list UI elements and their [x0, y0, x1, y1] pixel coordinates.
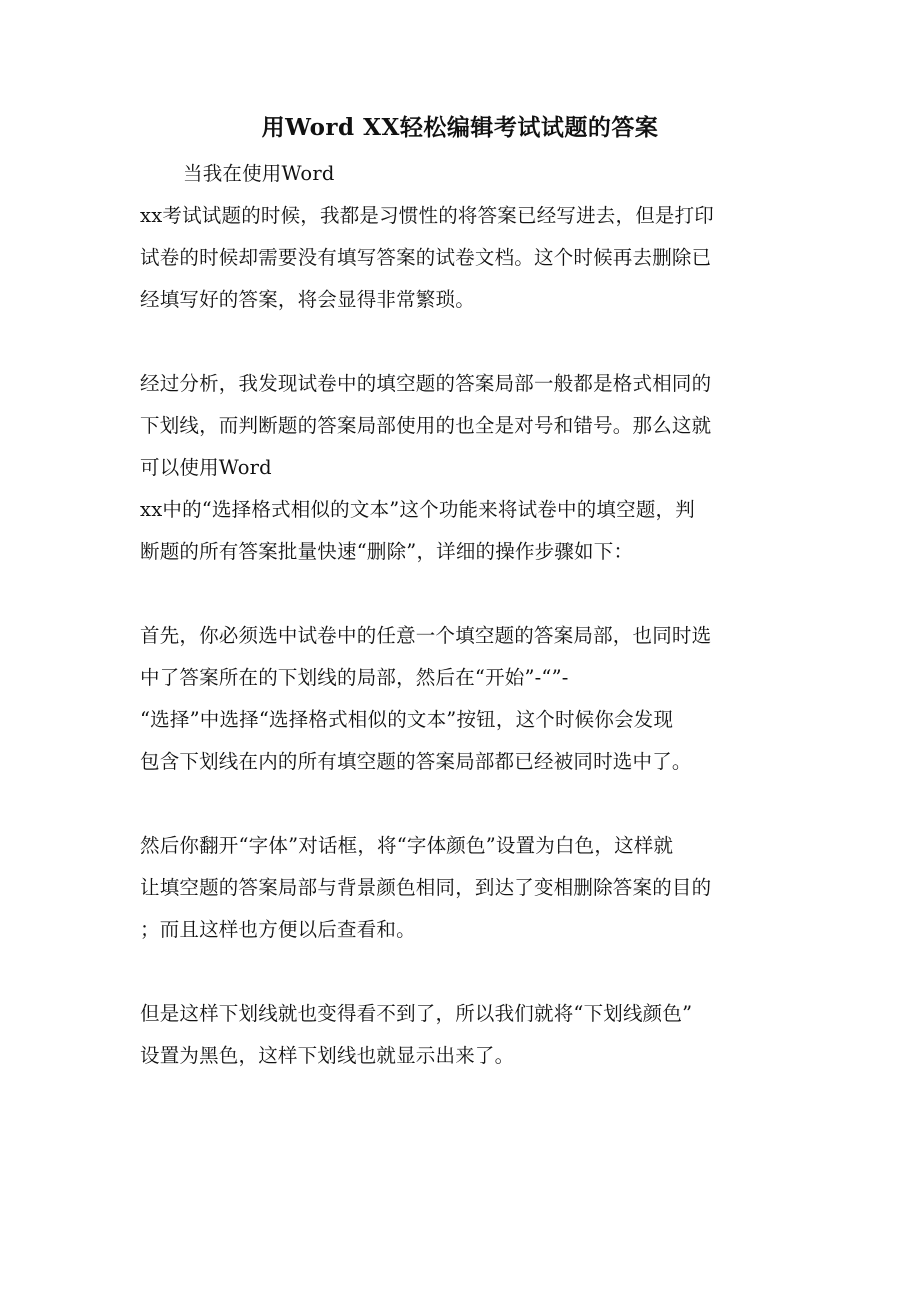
paragraph-line: 经填写好的答案，将会显得非常繁琐。	[140, 288, 475, 311]
paragraph-line: ；而且这样也方便以后查看和。	[140, 918, 416, 941]
paragraph-line: “选择”中选择“选择格式相似的文本”按钮，这个时候你会发现	[140, 708, 674, 731]
paragraph-line: 经过分析，我发现试卷中的填空题的答案局部一般都是格式相同的	[140, 372, 712, 395]
paragraph-line: 中了答案所在的下划线的局部，然后在“开始”-“”-	[140, 666, 569, 689]
paragraph-line: xx中的“选择格式相似的文本”这个功能来将试卷中的填空题，判	[140, 498, 695, 521]
paragraph-line: 断题的所有答案批量快速“删除”，详细的操作步骤如下：	[140, 540, 634, 563]
paragraph-line: 设置为黑色，这样下划线也就显示出来了。	[140, 1044, 515, 1067]
paragraph-line: 但是这样下划线就也变得看不到了，所以我们就将“下划线颜色”	[140, 1002, 693, 1025]
paragraph-line: 当我在使用Word	[183, 162, 335, 185]
paragraph-line: 让填空题的答案局部与背景颜色相同，到达了变相删除答案的目的	[140, 876, 712, 899]
paragraph-line: 首先，你必须选中试卷中的任意一个填空题的答案局部，也同时选	[140, 624, 712, 647]
paragraph-line: 可以使用Word	[140, 456, 272, 479]
paragraph-line: 下划线，而判断题的答案局部使用的也全是对号和错号。那么这就	[140, 414, 712, 437]
paragraph-line: 试卷的时候却需要没有填写答案的试卷文档。这个时候再去删除已	[140, 246, 712, 269]
paragraph-line: 包含下划线在内的所有填空题的答案局部都已经被同时选中了。	[140, 750, 692, 773]
paragraph-line: xx考试试题的时候，我都是习惯性的将答案已经写进去，但是打印	[140, 204, 714, 227]
document-title: 用Word XX轻松编辑考试试题的答案	[261, 114, 659, 141]
paragraph-line: 然后你翻开“字体”对话框，将“字体颜色”设置为白色，这样就	[140, 834, 674, 857]
